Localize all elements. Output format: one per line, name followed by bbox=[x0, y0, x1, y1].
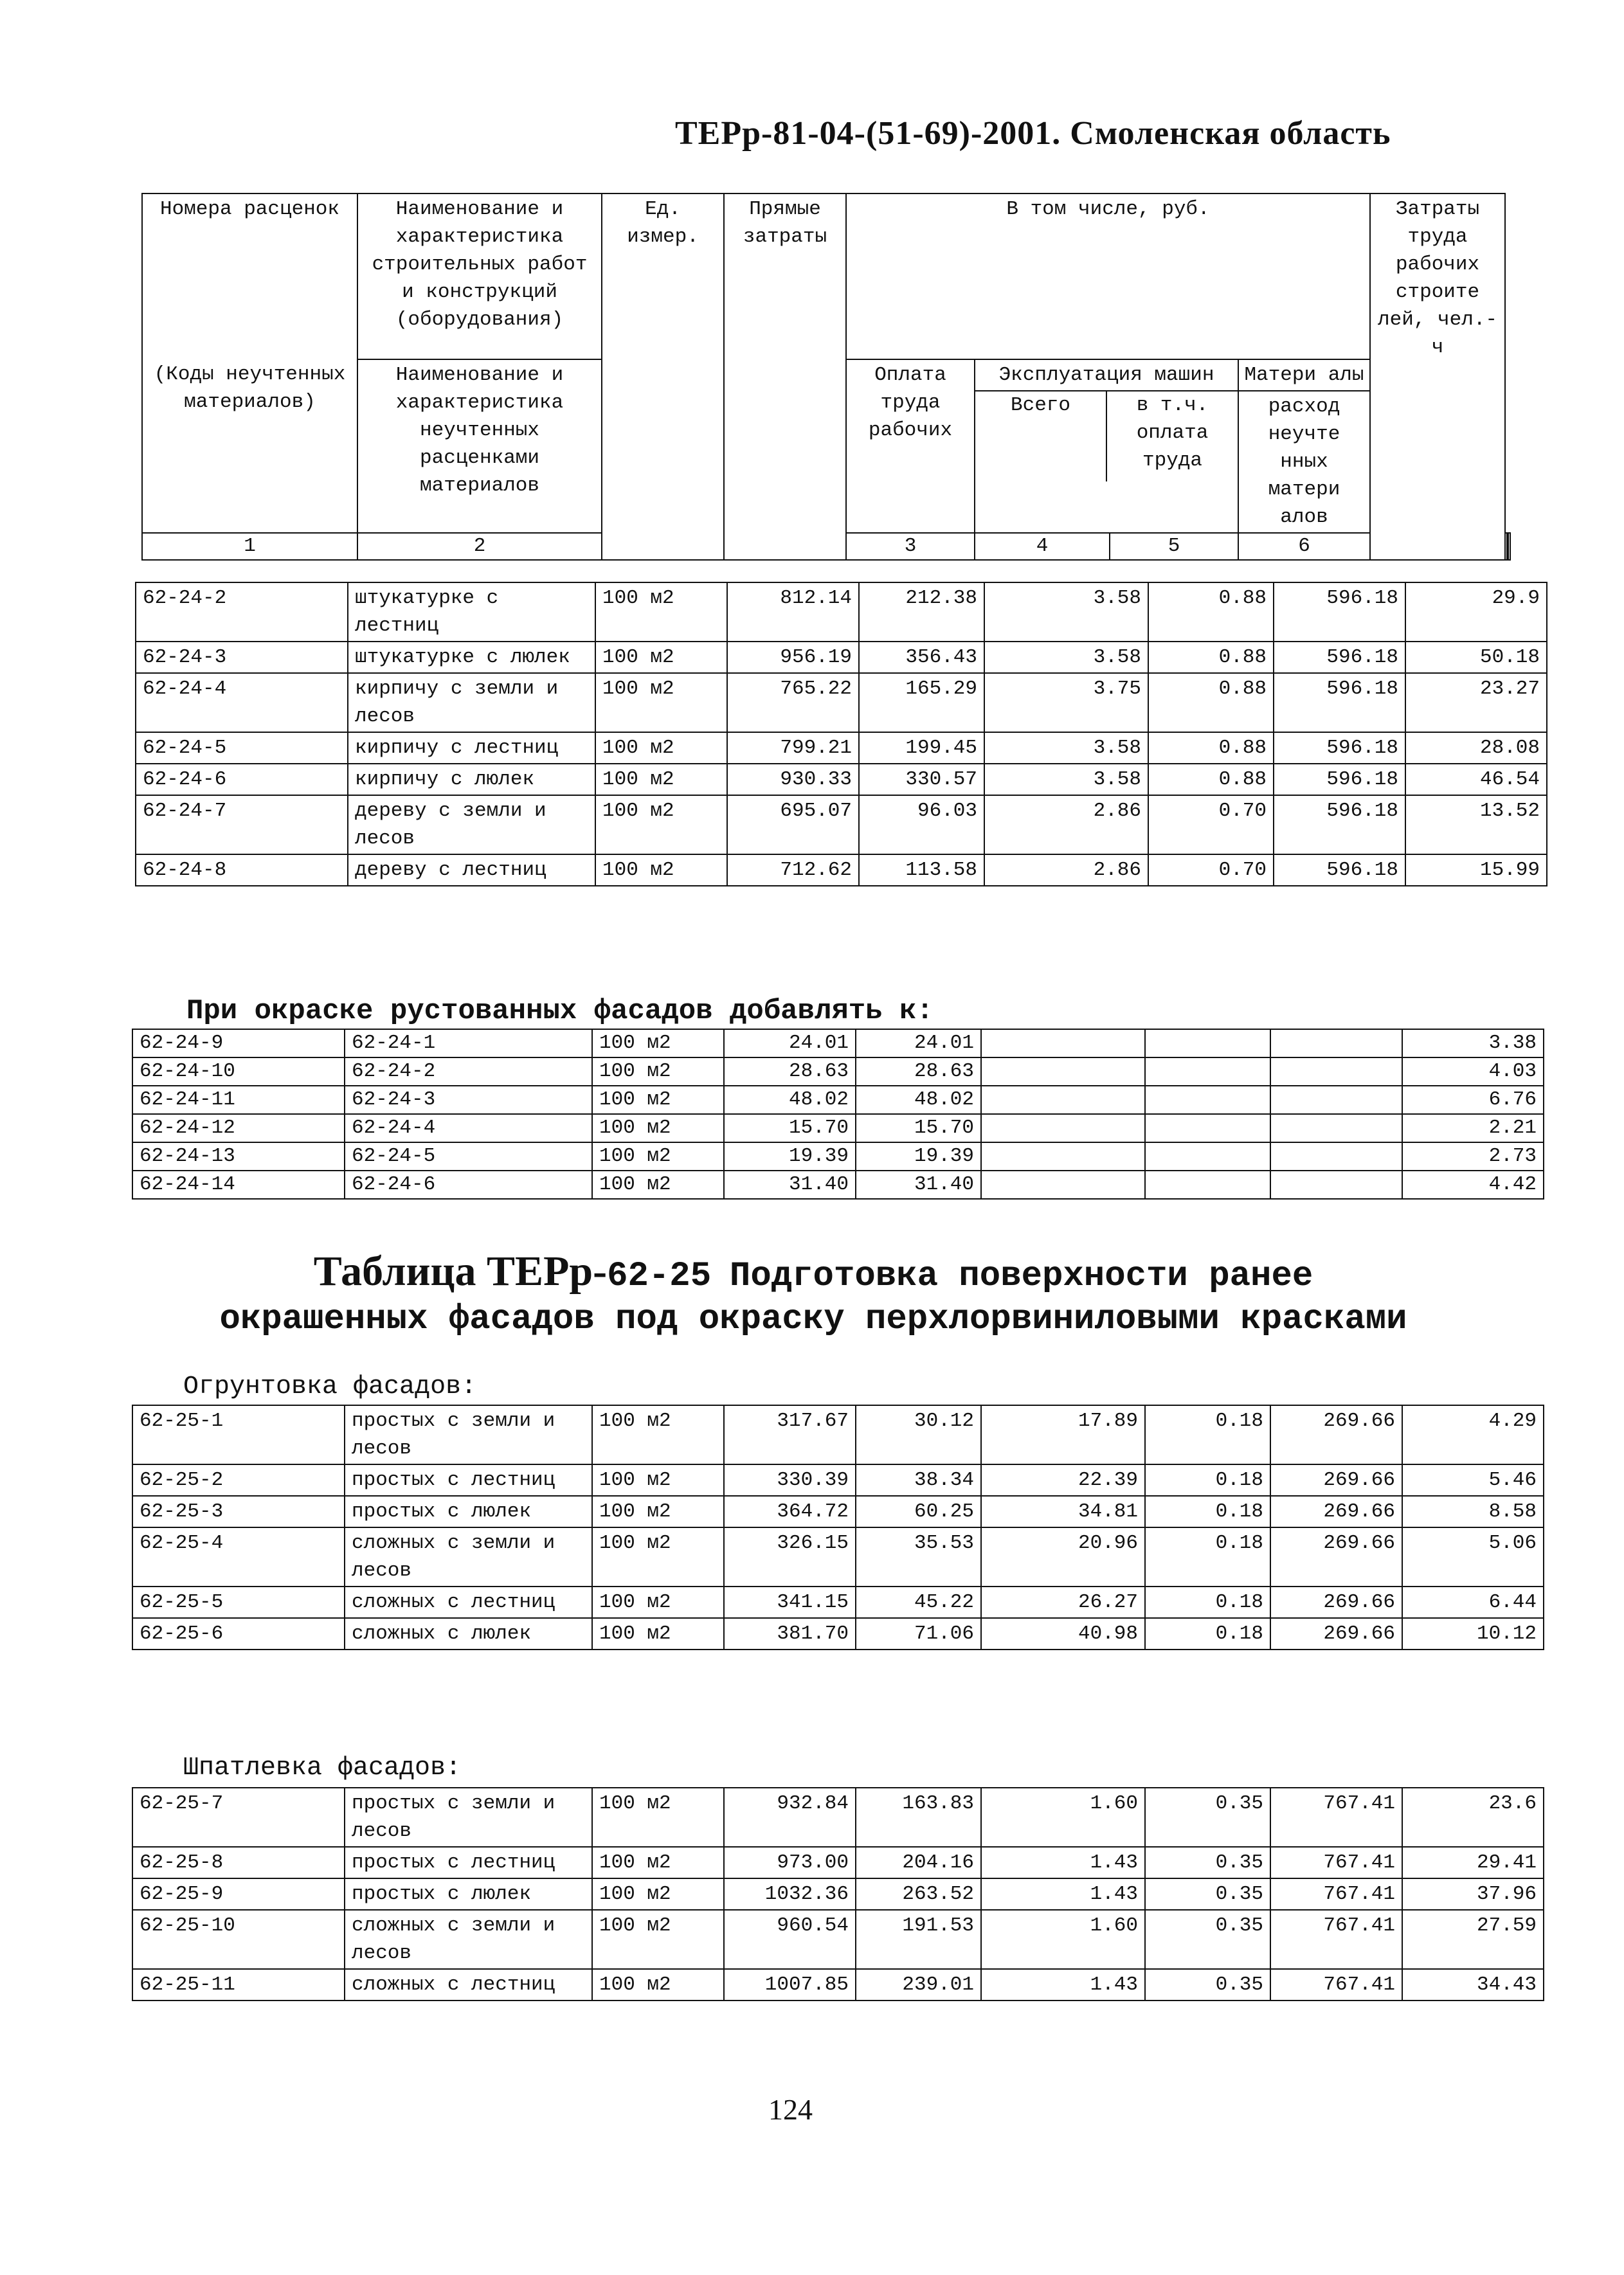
cell-unit: 100 м2 bbox=[592, 1142, 724, 1171]
cell-hours: 4.03 bbox=[1402, 1057, 1544, 1086]
rates-table-62-25-putty bbox=[132, 1787, 1544, 2001]
cell-unit: 100 м2 bbox=[592, 1029, 724, 1057]
cell-direct: 1007.85 bbox=[724, 1969, 856, 2001]
cell-code: 62-25-3 bbox=[132, 1496, 345, 1527]
cell-mach_labor bbox=[1145, 1142, 1270, 1171]
cell-labor: 71.06 bbox=[856, 1618, 981, 1650]
cell-name: дереву с лестниц bbox=[348, 854, 595, 886]
cell-name: кирпичу с люлек bbox=[348, 764, 595, 795]
cell-name: сложных с лестниц bbox=[345, 1969, 592, 2001]
cell-direct: 765.22 bbox=[727, 673, 859, 732]
cell-mat: 767.41 bbox=[1270, 1847, 1402, 1878]
cell-direct: 19.39 bbox=[724, 1142, 856, 1171]
cell-direct: 960.54 bbox=[724, 1910, 856, 1969]
cell-unit: 100 м2 bbox=[592, 1086, 724, 1114]
cell-direct: 341.15 bbox=[724, 1587, 856, 1618]
num-5: 5 bbox=[1110, 533, 1238, 560]
rates-table-62-25-primer bbox=[132, 1405, 1544, 1650]
cell-mach: 1.60 bbox=[981, 1788, 1145, 1847]
cell-hours: 6.44 bbox=[1402, 1587, 1544, 1618]
cell-unit: 100 м2 bbox=[592, 1847, 724, 1878]
cell-mach: 3.58 bbox=[984, 764, 1148, 795]
cell-unit: 100 м2 bbox=[592, 1405, 724, 1464]
cell-unit: 100 м2 bbox=[592, 1527, 724, 1587]
cell-mach: 2.86 bbox=[984, 854, 1148, 886]
cell-labor: 30.12 bbox=[856, 1405, 981, 1464]
cell-code: 62-25-10 bbox=[132, 1910, 345, 1969]
cell-mach_labor: 0.18 bbox=[1145, 1587, 1270, 1618]
cell-mach_labor: 0.18 bbox=[1145, 1618, 1270, 1650]
cell-mach_labor bbox=[1145, 1086, 1270, 1114]
cell-name: 62-24-6 bbox=[345, 1171, 592, 1199]
col4-header: Прямые затраты bbox=[724, 193, 846, 560]
cell-mat: 596.18 bbox=[1274, 582, 1405, 642]
cell-mach_labor: 0.35 bbox=[1145, 1969, 1270, 2001]
incl-header: В том числе, руб. bbox=[846, 193, 1370, 359]
cell-labor: 204.16 bbox=[856, 1847, 981, 1878]
table-row bbox=[132, 1527, 1544, 1587]
cell-mat: 596.18 bbox=[1274, 642, 1405, 673]
cell-direct: 932.84 bbox=[724, 1788, 856, 1847]
cell-mach: 1.60 bbox=[981, 1910, 1145, 1969]
cell-labor: 163.83 bbox=[856, 1788, 981, 1847]
cell-hours: 23.6 bbox=[1402, 1788, 1544, 1847]
cell-name: кирпичу с земли и лесов bbox=[348, 673, 595, 732]
cell-labor: 113.58 bbox=[859, 854, 984, 886]
cell-mach_labor: 0.35 bbox=[1145, 1878, 1270, 1910]
cell-labor: 212.38 bbox=[859, 582, 984, 642]
cell-unit: 100 м2 bbox=[595, 673, 727, 732]
table-row bbox=[132, 1847, 1544, 1878]
mat-label: Матери алы bbox=[1239, 360, 1369, 391]
cell-mat bbox=[1270, 1029, 1402, 1057]
cell-code: 62-24-4 bbox=[136, 673, 348, 732]
cell-hours: 2.21 bbox=[1402, 1114, 1544, 1142]
table-row bbox=[132, 1788, 1544, 1847]
cell-mat: 596.18 bbox=[1274, 764, 1405, 795]
cell-name: штукатурке с лестниц bbox=[348, 582, 595, 642]
col7-header: в т.ч. оплата труда bbox=[1136, 394, 1209, 472]
table-row bbox=[132, 1405, 1544, 1464]
cell-direct: 712.62 bbox=[727, 854, 859, 886]
cell-mach_labor: 0.35 bbox=[1145, 1847, 1270, 1878]
cell-mach: 1.43 bbox=[981, 1847, 1145, 1878]
cell-unit: 100 м2 bbox=[592, 1464, 724, 1496]
cell-unit: 100 м2 bbox=[592, 1969, 724, 2001]
caption-title-2: окрашенных фасадов под окраску перхлорвиниловыми красками bbox=[219, 1300, 1407, 1339]
cell-code: 62-24-7 bbox=[136, 795, 348, 854]
cell-labor: 191.53 bbox=[856, 1910, 981, 1969]
table-row bbox=[132, 1142, 1544, 1171]
cell-mach bbox=[981, 1057, 1145, 1086]
num-6: 6 bbox=[1238, 533, 1370, 560]
cell-name: 62-24-4 bbox=[345, 1114, 592, 1142]
cell-name: простых с лестниц bbox=[345, 1464, 592, 1496]
cell-labor: 19.39 bbox=[856, 1142, 981, 1171]
cell-direct: 15.70 bbox=[724, 1114, 856, 1142]
cell-mach_labor: 0.70 bbox=[1148, 795, 1274, 854]
table-row bbox=[136, 764, 1547, 795]
expl-label: Эксплуатация машин bbox=[975, 360, 1238, 391]
cell-hours: 34.43 bbox=[1402, 1969, 1544, 2001]
cell-mach_labor: 0.18 bbox=[1145, 1527, 1270, 1587]
cell-direct: 24.01 bbox=[724, 1029, 856, 1057]
cell-mat: 596.18 bbox=[1274, 732, 1405, 764]
cell-unit: 100 м2 bbox=[592, 1910, 724, 1969]
expl-header bbox=[975, 359, 1238, 533]
cell-direct: 799.21 bbox=[727, 732, 859, 764]
cell-hours: 3.38 bbox=[1402, 1029, 1544, 1057]
cell-hours: 23.27 bbox=[1405, 673, 1547, 732]
cell-name: штукатурке с люлек bbox=[348, 642, 595, 673]
cell-labor: 96.03 bbox=[859, 795, 984, 854]
cell-hours: 27.59 bbox=[1402, 1910, 1544, 1969]
table-row bbox=[136, 732, 1547, 764]
cell-mat: 596.18 bbox=[1274, 795, 1405, 854]
cell-hours: 2.73 bbox=[1402, 1142, 1544, 1171]
cell-name: кирпичу с лестниц bbox=[348, 732, 595, 764]
cell-mach_labor: 0.18 bbox=[1145, 1464, 1270, 1496]
col1b-header: (Коды неучтенных материалов) bbox=[142, 359, 357, 533]
cell-mach_labor: 0.88 bbox=[1148, 673, 1274, 732]
cell-labor: 28.63 bbox=[856, 1057, 981, 1086]
cell-name: 62-24-2 bbox=[345, 1057, 592, 1086]
cell-mach: 3.58 bbox=[984, 732, 1148, 764]
cell-mat: 269.66 bbox=[1270, 1527, 1402, 1587]
cell-direct: 973.00 bbox=[724, 1847, 856, 1878]
cell-unit: 100 м2 bbox=[595, 732, 727, 764]
cell-mach_labor bbox=[1145, 1029, 1270, 1057]
col3-header: Ед. измер. bbox=[602, 193, 724, 560]
cell-hours: 4.42 bbox=[1402, 1171, 1544, 1199]
putty-title: Шпатлевка фасадов: bbox=[183, 1754, 462, 1783]
table-row bbox=[136, 642, 1547, 673]
table-row bbox=[132, 1969, 1544, 2001]
table-row bbox=[132, 1464, 1544, 1496]
cell-mach bbox=[981, 1114, 1145, 1142]
cell-hours: 29.9 bbox=[1405, 582, 1547, 642]
table-row bbox=[132, 1029, 1544, 1057]
table-row bbox=[132, 1171, 1544, 1199]
cell-hours: 6.76 bbox=[1402, 1086, 1544, 1114]
page-number: 124 bbox=[768, 2093, 813, 2126]
cell-unit: 100 м2 bbox=[592, 1788, 724, 1847]
cell-mach: 17.89 bbox=[981, 1405, 1145, 1464]
cell-code: 62-25-8 bbox=[132, 1847, 345, 1878]
num-4: 4 bbox=[975, 533, 1110, 560]
table-row bbox=[132, 1086, 1544, 1114]
cell-direct: 956.19 bbox=[727, 642, 859, 673]
mat-header bbox=[1238, 359, 1370, 533]
cell-hours: 28.08 bbox=[1405, 732, 1547, 764]
cell-direct: 812.14 bbox=[727, 582, 859, 642]
cell-mach: 20.96 bbox=[981, 1527, 1145, 1587]
cell-mat bbox=[1270, 1142, 1402, 1171]
cell-hours: 46.54 bbox=[1405, 764, 1547, 795]
cell-labor: 15.70 bbox=[856, 1114, 981, 1142]
cell-mach_labor bbox=[1145, 1057, 1270, 1086]
cell-direct: 317.67 bbox=[724, 1405, 856, 1464]
cell-mach: 1.43 bbox=[981, 1969, 1145, 2001]
cell-mat: 767.41 bbox=[1270, 1969, 1402, 2001]
cell-mach_labor bbox=[1145, 1171, 1270, 1199]
cell-mach: 40.98 bbox=[981, 1618, 1145, 1650]
cell-hours: 29.41 bbox=[1402, 1847, 1544, 1878]
cell-code: 62-24-14 bbox=[132, 1171, 345, 1199]
cell-name: дереву с земли и лесов bbox=[348, 795, 595, 854]
cell-mach_labor: 0.88 bbox=[1148, 764, 1274, 795]
cell-mach bbox=[981, 1029, 1145, 1057]
cell-mat bbox=[1270, 1114, 1402, 1142]
cell-name: сложных с люлек bbox=[345, 1618, 592, 1650]
col6-header: Всего bbox=[975, 391, 1107, 481]
cell-code: 62-25-5 bbox=[132, 1587, 345, 1618]
col2b-header: Наименование и характеристика неучтенных расценками материалов bbox=[357, 359, 602, 533]
cell-mat: 269.66 bbox=[1270, 1464, 1402, 1496]
cell-direct: 48.02 bbox=[724, 1086, 856, 1114]
cell-unit: 100 м2 bbox=[595, 854, 727, 886]
cell-mach: 3.75 bbox=[984, 673, 1148, 732]
table-row bbox=[132, 1057, 1544, 1086]
cell-direct: 930.33 bbox=[727, 764, 859, 795]
cell-code: 62-24-3 bbox=[136, 642, 348, 673]
caption-number: 62-25 bbox=[607, 1257, 712, 1296]
cell-name: сложных с лестниц bbox=[345, 1587, 592, 1618]
cell-mach: 22.39 bbox=[981, 1464, 1145, 1496]
cell-hours: 13.52 bbox=[1405, 795, 1547, 854]
caption-title-1: Подготовка поверхности ранее bbox=[729, 1257, 1313, 1296]
cell-mach_labor: 0.18 bbox=[1145, 1496, 1270, 1527]
cell-code: 62-24-6 bbox=[136, 764, 348, 795]
table-row bbox=[132, 1587, 1544, 1618]
cell-code: 62-25-11 bbox=[132, 1969, 345, 2001]
cell-name: 62-24-1 bbox=[345, 1029, 592, 1057]
cell-code: 62-25-2 bbox=[132, 1464, 345, 1496]
rates-table-62-24-b bbox=[132, 1029, 1544, 1200]
col9-header: Затраты труда рабочих строите лей, чел.-ч bbox=[1370, 193, 1505, 560]
cell-labor: 31.40 bbox=[856, 1171, 981, 1199]
primer-title: Огрунтовка фасадов: bbox=[183, 1372, 477, 1401]
cell-code: 62-25-1 bbox=[132, 1405, 345, 1464]
rates-table-62-24-a bbox=[135, 582, 1547, 886]
cell-mat: 269.66 bbox=[1270, 1405, 1402, 1464]
cell-unit: 100 м2 bbox=[595, 642, 727, 673]
table-row bbox=[132, 1496, 1544, 1527]
cell-unit: 100 м2 bbox=[592, 1057, 724, 1086]
cell-direct: 28.63 bbox=[724, 1057, 856, 1086]
cell-labor: 165.29 bbox=[859, 673, 984, 732]
document-title: ТЕРр-81-04-(51-69)-2001. Смоленская область bbox=[675, 115, 1391, 152]
cell-code: 62-25-4 bbox=[132, 1527, 345, 1587]
cell-hours: 50.18 bbox=[1405, 642, 1547, 673]
cell-code: 62-24-10 bbox=[132, 1057, 345, 1086]
rust-title: При окраске рустованных фасадов добавлять к: bbox=[186, 995, 934, 1027]
cell-direct: 1032.36 bbox=[724, 1878, 856, 1910]
cell-mat bbox=[1270, 1057, 1402, 1086]
cell-code: 62-24-12 bbox=[132, 1114, 345, 1142]
cell-code: 62-25-6 bbox=[132, 1618, 345, 1650]
cell-hours: 5.06 bbox=[1402, 1527, 1544, 1587]
cell-code: 62-25-9 bbox=[132, 1878, 345, 1910]
cell-unit: 100 м2 bbox=[592, 1496, 724, 1527]
cell-unit: 100 м2 bbox=[592, 1171, 724, 1199]
cell-mach bbox=[981, 1171, 1145, 1199]
cell-name: простых с лестниц bbox=[345, 1847, 592, 1878]
table-row bbox=[132, 1618, 1544, 1650]
cell-mach bbox=[981, 1086, 1145, 1114]
cell-mat: 767.41 bbox=[1270, 1878, 1402, 1910]
cell-unit: 100 м2 bbox=[595, 582, 727, 642]
cell-hours: 15.99 bbox=[1405, 854, 1547, 886]
cell-mach bbox=[981, 1142, 1145, 1171]
cell-code: 62-25-7 bbox=[132, 1788, 345, 1847]
cell-mat: 767.41 bbox=[1270, 1788, 1402, 1847]
table-row bbox=[132, 1114, 1544, 1142]
cell-mat: 269.66 bbox=[1270, 1496, 1402, 1527]
cell-direct: 31.40 bbox=[724, 1171, 856, 1199]
cell-mat: 596.18 bbox=[1274, 854, 1405, 886]
cell-mat: 269.66 bbox=[1270, 1618, 1402, 1650]
cell-labor: 199.45 bbox=[859, 732, 984, 764]
cell-direct: 364.72 bbox=[724, 1496, 856, 1527]
cell-direct: 381.70 bbox=[724, 1618, 856, 1650]
cell-mat: 596.18 bbox=[1274, 673, 1405, 732]
cell-name: простых с земли и лесов bbox=[345, 1405, 592, 1464]
cell-mach: 3.58 bbox=[984, 642, 1148, 673]
cell-mach: 2.86 bbox=[984, 795, 1148, 854]
cell-labor: 330.57 bbox=[859, 764, 984, 795]
cell-mach_labor: 0.88 bbox=[1148, 732, 1274, 764]
cell-code: 62-24-13 bbox=[132, 1142, 345, 1171]
cell-mach_labor: 0.18 bbox=[1145, 1405, 1270, 1464]
cell-unit: 100 м2 bbox=[595, 764, 727, 795]
col8-header: расход неучте нных матери алов bbox=[1268, 395, 1340, 528]
cell-hours: 10.12 bbox=[1402, 1618, 1544, 1650]
table-row bbox=[136, 673, 1547, 732]
cell-code: 62-24-9 bbox=[132, 1029, 345, 1057]
cell-labor: 45.22 bbox=[856, 1587, 981, 1618]
cell-mach_labor: 0.88 bbox=[1148, 642, 1274, 673]
cell-unit: 100 м2 bbox=[592, 1878, 724, 1910]
cell-code: 62-24-8 bbox=[136, 854, 348, 886]
cell-name: сложных с земли и лесов bbox=[345, 1910, 592, 1969]
cell-unit: 100 м2 bbox=[592, 1114, 724, 1142]
cell-mat bbox=[1270, 1086, 1402, 1114]
cell-labor: 48.02 bbox=[856, 1086, 981, 1114]
cell-hours: 5.46 bbox=[1402, 1464, 1544, 1496]
cell-name: простых с люлек bbox=[345, 1496, 592, 1527]
cell-name: 62-24-5 bbox=[345, 1142, 592, 1171]
cell-name: простых с земли и лесов bbox=[345, 1788, 592, 1847]
table-row bbox=[136, 854, 1547, 886]
header-table bbox=[141, 193, 1511, 561]
cell-code: 62-24-5 bbox=[136, 732, 348, 764]
cell-name: простых с люлек bbox=[345, 1878, 592, 1910]
cell-mach_labor: 0.70 bbox=[1148, 854, 1274, 886]
cell-labor: 38.34 bbox=[856, 1464, 981, 1496]
cell-labor: 35.53 bbox=[856, 1527, 981, 1587]
cell-mat: 767.41 bbox=[1270, 1910, 1402, 1969]
cell-labor: 239.01 bbox=[856, 1969, 981, 2001]
cell-unit: 100 м2 bbox=[595, 795, 727, 854]
cell-mach_labor: 0.35 bbox=[1145, 1910, 1270, 1969]
cell-mach_labor: 0.88 bbox=[1148, 582, 1274, 642]
cell-unit: 100 м2 bbox=[592, 1618, 724, 1650]
cell-mach: 26.27 bbox=[981, 1587, 1145, 1618]
num-9 bbox=[1508, 533, 1510, 560]
table-caption bbox=[170, 1247, 1456, 1339]
cell-hours: 4.29 bbox=[1402, 1405, 1544, 1464]
col1a-header: Номера расценок bbox=[142, 193, 357, 359]
cell-mach: 34.81 bbox=[981, 1496, 1145, 1527]
cell-name: 62-24-3 bbox=[345, 1086, 592, 1114]
num-2: 2 bbox=[357, 533, 602, 560]
cell-labor: 263.52 bbox=[856, 1878, 981, 1910]
cell-direct: 330.39 bbox=[724, 1464, 856, 1496]
cell-labor: 60.25 bbox=[856, 1496, 981, 1527]
cell-code: 62-24-2 bbox=[136, 582, 348, 642]
cell-labor: 356.43 bbox=[859, 642, 984, 673]
cell-mach: 3.58 bbox=[984, 582, 1148, 642]
cell-direct: 326.15 bbox=[724, 1527, 856, 1587]
cell-unit: 100 м2 bbox=[592, 1587, 724, 1618]
table-row bbox=[136, 795, 1547, 854]
cell-mach_labor bbox=[1145, 1114, 1270, 1142]
num-1: 1 bbox=[142, 533, 357, 560]
cell-direct: 695.07 bbox=[727, 795, 859, 854]
cell-hours: 37.96 bbox=[1402, 1878, 1544, 1910]
caption-prefix: Таблица ТЕРр- bbox=[313, 1248, 608, 1295]
col5-header: Оплата труда рабочих bbox=[846, 359, 975, 533]
cell-mach_labor: 0.35 bbox=[1145, 1788, 1270, 1847]
cell-labor: 24.01 bbox=[856, 1029, 981, 1057]
table-row bbox=[136, 582, 1547, 642]
col2a-header: Наименование и характеристика строительных работ и конструкций (оборудования) bbox=[357, 193, 602, 359]
cell-name: сложных с земли и лесов bbox=[345, 1527, 592, 1587]
table-row bbox=[132, 1910, 1544, 1969]
num-3: 3 bbox=[846, 533, 975, 560]
cell-hours: 8.58 bbox=[1402, 1496, 1544, 1527]
table-row bbox=[132, 1878, 1544, 1910]
cell-code: 62-24-11 bbox=[132, 1086, 345, 1114]
cell-mat: 269.66 bbox=[1270, 1587, 1402, 1618]
cell-mat bbox=[1270, 1171, 1402, 1199]
cell-mach: 1.43 bbox=[981, 1878, 1145, 1910]
